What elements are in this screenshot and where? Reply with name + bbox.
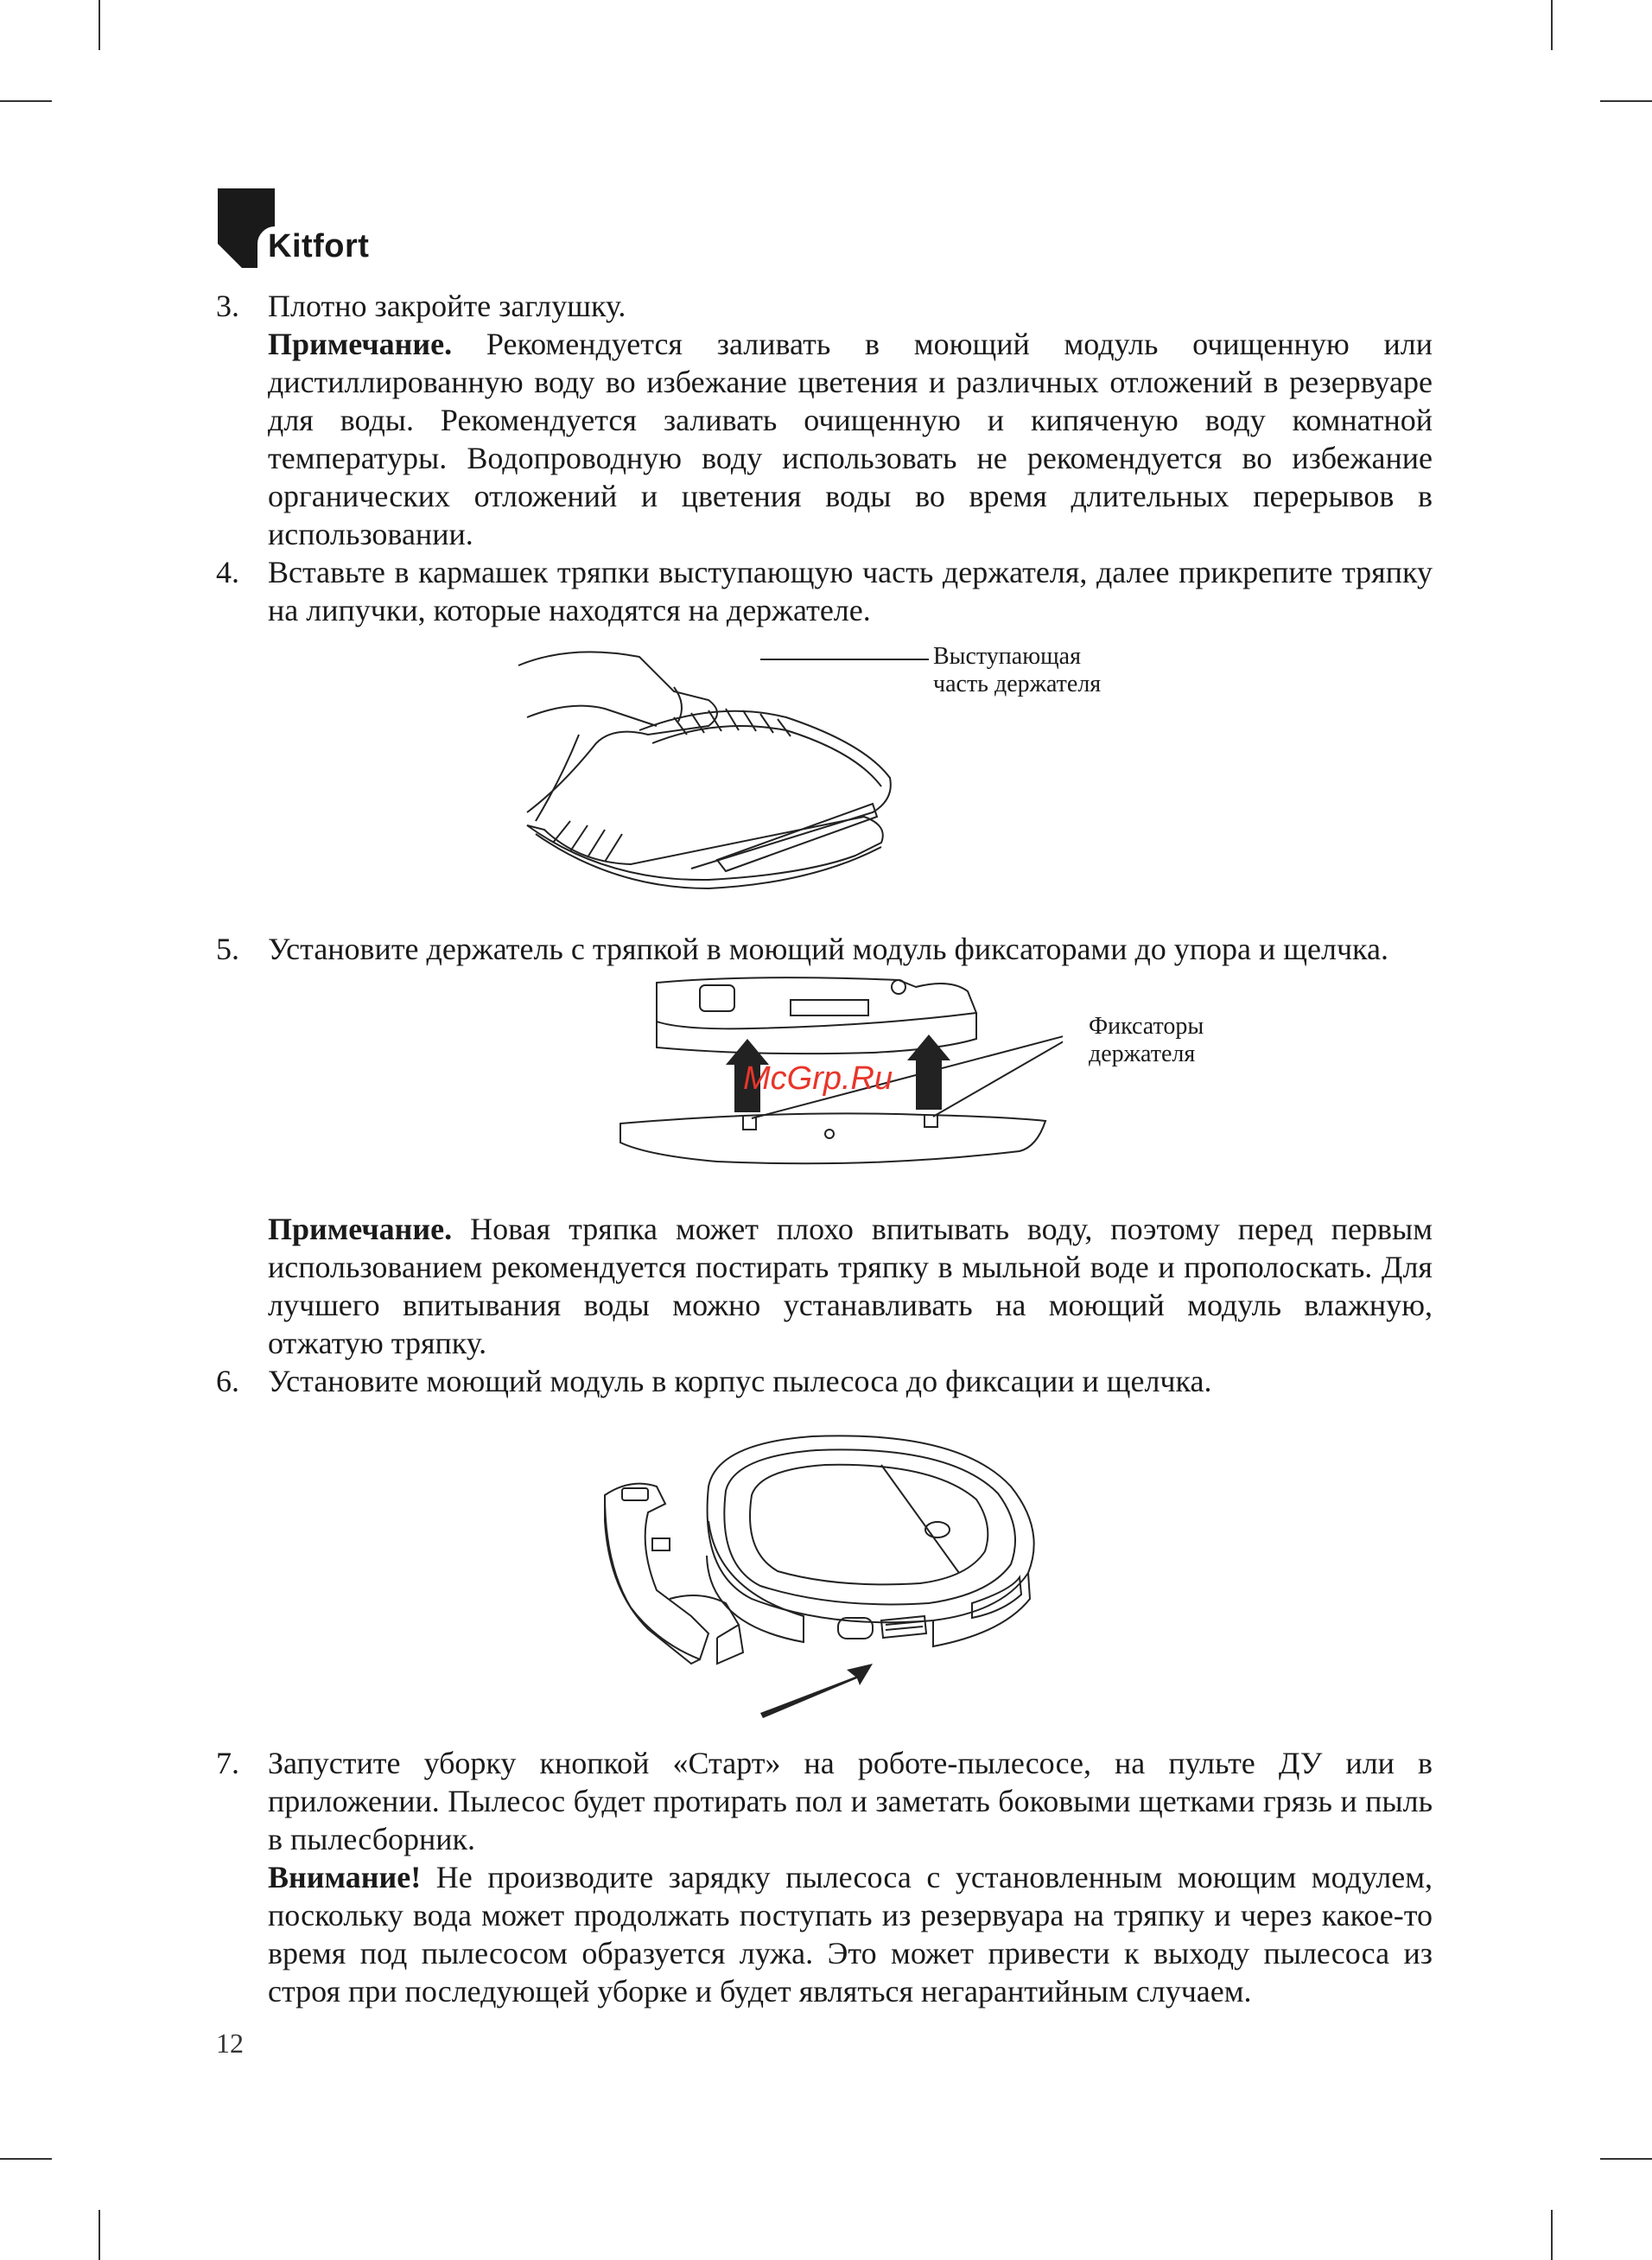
cloth-holder-illustration xyxy=(501,648,916,899)
step-warning xyxy=(268,1858,1433,2010)
robot-vacuum-illustration xyxy=(588,1426,1071,1720)
step-number: 5. xyxy=(216,932,239,966)
crop-mark-top-left xyxy=(98,0,100,50)
step-text: Вставьте в кармашек тряпки выступающую часть держателя, далее прикрепите тряпку на липучки, которые находятся на держателе. xyxy=(268,555,1433,627)
crop-mark-bottom-left xyxy=(98,2210,100,2260)
step-text: Запустите уборку кнопкой «Старт» на роботе-пылесосе, на пульте ДУ или в приложении. Пылесос будет протирать пол и заметать боковыми щетками грязь и пыль в пылесборник. xyxy=(268,1746,1433,1856)
step-5-note xyxy=(216,1210,1433,1362)
step-text: Плотно закройте заглушку. xyxy=(268,289,626,323)
figure-cloth-holder xyxy=(501,643,1365,899)
crop-mark-left-bottom xyxy=(0,2158,52,2160)
warning-text: Не производите зарядку пылесоса с установленным моющим модулем, поскольку вода может продолжать поступать из резервуара на тряпку и через какое-то время под пылесосом образуется лужа. Это может привести к выходу пылесоса из строя при последующей уборке и будет являться негарантийным случаем. xyxy=(268,1860,1433,2009)
logo-text: Kitfort xyxy=(268,228,370,264)
note-text: Рекомендуется заливать в моющий модуль очищенную или дистиллированную воду во избежание цветения и различных отложений в резервуаре для воды. Рекомендуется заливать очищенную и кипяченую воду комнатной температуры. Водопроводную воду использовать не рекомендуется во избежание органических отложений и цветения воды во время длительных перерывов в использовании. xyxy=(268,327,1433,551)
step-3 xyxy=(216,287,1433,553)
crop-mark-right-bottom xyxy=(1600,2158,1652,2160)
step-number: 6. xyxy=(216,1364,239,1398)
crop-mark-top-right xyxy=(1551,0,1553,50)
step-6 xyxy=(216,1362,1433,1400)
figure-install-module xyxy=(588,1426,1071,1720)
instructions-content xyxy=(216,287,1433,2010)
note-label: Примечание. xyxy=(268,1212,453,1246)
crop-mark-bottom-right xyxy=(1551,2210,1553,2260)
step-number: 7. xyxy=(216,1746,239,1780)
step-number: 4. xyxy=(216,555,239,589)
callout-label: Выступающая часть держателя xyxy=(933,643,1102,697)
note-label: Примечание. xyxy=(268,327,453,361)
step-note xyxy=(268,325,1433,553)
insert-direction-arrow xyxy=(760,1664,873,1718)
note-text: Новая тряпка может плохо впитывать воду, поэтому перед первым использованием рекомендуется постирать тряпку в мыльной воде и прополоскать. Для лучшего впитывания воды можно устанавливать на моющий модуль влажную, отжатую тряпку. xyxy=(268,1212,1433,1360)
crop-mark-right-top xyxy=(1600,100,1652,102)
watermark: McGrp.Ru xyxy=(743,1060,893,1097)
callout-label: Фиксаторы держателя xyxy=(1089,1013,1204,1067)
step-4 xyxy=(216,553,1433,629)
step-text: Установите моющий модуль в корпус пылесоса до фиксации и щелчка. xyxy=(268,1364,1212,1398)
callout-leader-line xyxy=(760,655,933,664)
warning-label: Внимание! xyxy=(268,1860,422,1894)
step-text: Установите держатель с тряпкой в моющий модуль фиксаторами до упора и щелчка. xyxy=(268,932,1388,966)
page-number: 12 xyxy=(216,2028,244,2059)
note-paragraph xyxy=(268,1210,1433,1362)
crop-mark-left-top xyxy=(0,100,52,102)
figure-holder-latches xyxy=(613,961,1477,1194)
step-number: 3. xyxy=(216,289,239,323)
step-7 xyxy=(216,1744,1433,2010)
brand-logo xyxy=(216,188,389,275)
